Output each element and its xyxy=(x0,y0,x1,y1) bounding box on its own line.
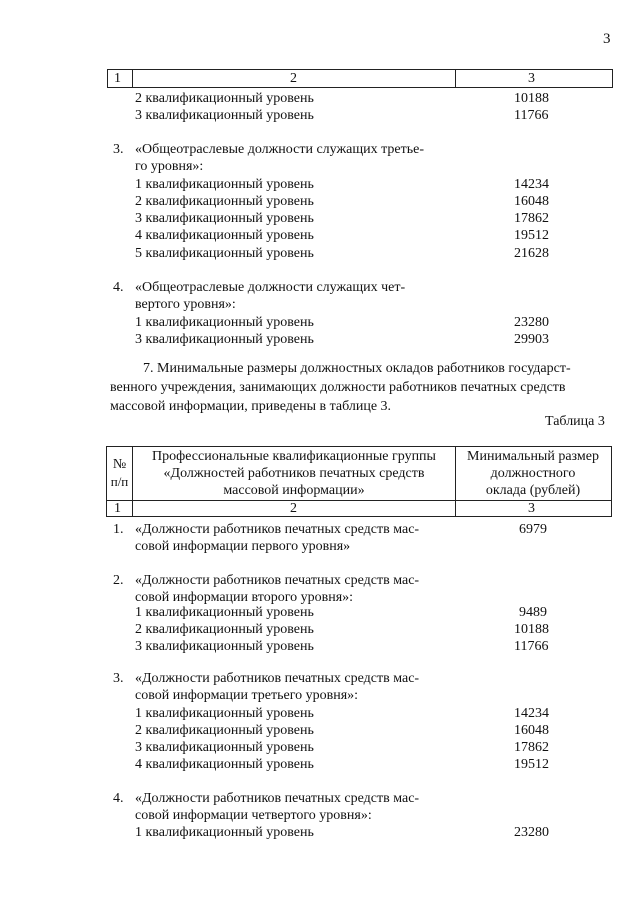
group-number: 4. xyxy=(113,791,124,806)
th-group-line: массовой информации» xyxy=(223,483,365,498)
group-title: «Должности работников печатных средств мас- xyxy=(135,791,420,806)
group-title: совой информации четвертого уровня»: xyxy=(135,808,372,823)
th-number-sign: № xyxy=(112,457,127,472)
group-title: «Должности работников печатных средств мас- xyxy=(135,573,420,588)
table3-numbering-c3: 3 xyxy=(528,501,535,516)
level-value: 17862 xyxy=(514,211,549,226)
level-value: 16048 xyxy=(514,723,549,738)
level-label: 3 квалификационный уровень xyxy=(135,211,314,226)
level-label: 1 квалификационный уровень xyxy=(135,177,314,192)
level-value: 19512 xyxy=(514,228,549,243)
level-label: 3 квалификационный уровень xyxy=(135,740,314,755)
level-value: 17862 xyxy=(514,740,549,755)
level-label: 1 квалификационный уровень xyxy=(135,706,314,721)
table3-head-c3 xyxy=(456,448,610,499)
group-title: «Должности работников печатных средств мас- xyxy=(135,522,420,537)
table2-row-label: 2 квалификационный уровень xyxy=(135,91,314,106)
table-caption: Таблица 3 xyxy=(545,414,605,429)
level-value: 21628 xyxy=(514,246,549,261)
table3-header-divider xyxy=(107,500,611,501)
level-label: 2 квалификационный уровень xyxy=(135,622,314,637)
table2-header-c3: 3 xyxy=(528,71,535,86)
page-number: 3 xyxy=(603,31,611,47)
level-label: 4 квалификационный уровень xyxy=(135,228,314,243)
level-label: 1 квалификационный уровень xyxy=(135,825,314,840)
group-value: 6979 xyxy=(519,522,547,537)
paragraph-line: венного учреждения, занимающих должности работников печатных средств xyxy=(110,380,566,395)
group-number: 4. xyxy=(113,280,124,295)
group-title: совой информации второго уровня»: xyxy=(135,590,354,605)
th-salary-line: оклада (рублей) xyxy=(485,483,581,498)
level-value: 23280 xyxy=(514,825,549,840)
level-value: 14234 xyxy=(514,177,549,192)
group-title: «Должности работников печатных средств мас- xyxy=(135,671,420,686)
level-label: 2 квалификационный уровень xyxy=(135,194,314,209)
group-title: вертого уровня»: xyxy=(135,297,236,312)
table2-row-value: 10188 xyxy=(514,91,549,106)
level-value: 29903 xyxy=(514,332,549,347)
paragraph-line: массовой информации, приведены в таблице 3. xyxy=(110,399,392,414)
paragraph-line: 7. Минимальные размеры должностных окладов работников государст- xyxy=(143,361,571,376)
table3-head-c1 xyxy=(107,456,132,490)
level-value: 14234 xyxy=(514,706,549,721)
table2-row-value: 11766 xyxy=(514,108,549,123)
group-number: 3. xyxy=(113,671,124,686)
table2-col-divider xyxy=(132,69,133,88)
level-label: 4 квалификационный уровень xyxy=(135,757,314,772)
th-pp: п/п xyxy=(110,474,129,489)
level-label: 5 квалификационный уровень xyxy=(135,246,314,261)
table2-col-divider xyxy=(455,69,456,88)
level-value: 11766 xyxy=(514,639,549,654)
table2-header-c2: 2 xyxy=(290,71,297,86)
level-value: 9489 xyxy=(519,605,547,620)
group-title: «Общеотраслевые должности служащих третье- xyxy=(135,142,425,157)
group-title: совой информации третьего уровня»: xyxy=(135,688,359,703)
table2-header xyxy=(107,69,613,88)
level-value: 16048 xyxy=(514,194,549,209)
level-value: 19512 xyxy=(514,757,549,772)
level-label: 1 квалификационный уровень xyxy=(135,315,314,330)
group-title: го уровня»: xyxy=(135,159,204,174)
table3-head-c2 xyxy=(133,448,455,499)
level-label: 2 квалификационный уровень xyxy=(135,723,314,738)
table2-row-label: 3 квалификационный уровень xyxy=(135,108,314,123)
group-number: 3. xyxy=(113,142,124,157)
group-number: 2. xyxy=(113,573,124,588)
level-label: 3 квалификационный уровень xyxy=(135,639,314,654)
th-group-line: «Должностей работников печатных средств xyxy=(163,466,425,481)
level-value: 23280 xyxy=(514,315,549,330)
th-salary-line: Минимальный размер xyxy=(467,449,599,464)
group-number: 1. xyxy=(113,522,124,537)
table3-numbering-c2: 2 xyxy=(290,501,297,516)
th-salary-line: должностного xyxy=(490,466,576,481)
table3-numbering-c1: 1 xyxy=(114,501,121,516)
group-title: «Общеотраслевые должности служащих чет- xyxy=(135,280,406,295)
level-label: 3 квалификационный уровень xyxy=(135,332,314,347)
group-title: совой информации первого уровня» xyxy=(135,539,351,554)
table2-header-c1: 1 xyxy=(114,71,121,86)
level-label: 1 квалификационный уровень xyxy=(135,605,314,620)
th-group-line: Профессиональные квалификационные группы xyxy=(152,449,436,464)
level-value: 10188 xyxy=(514,622,549,637)
